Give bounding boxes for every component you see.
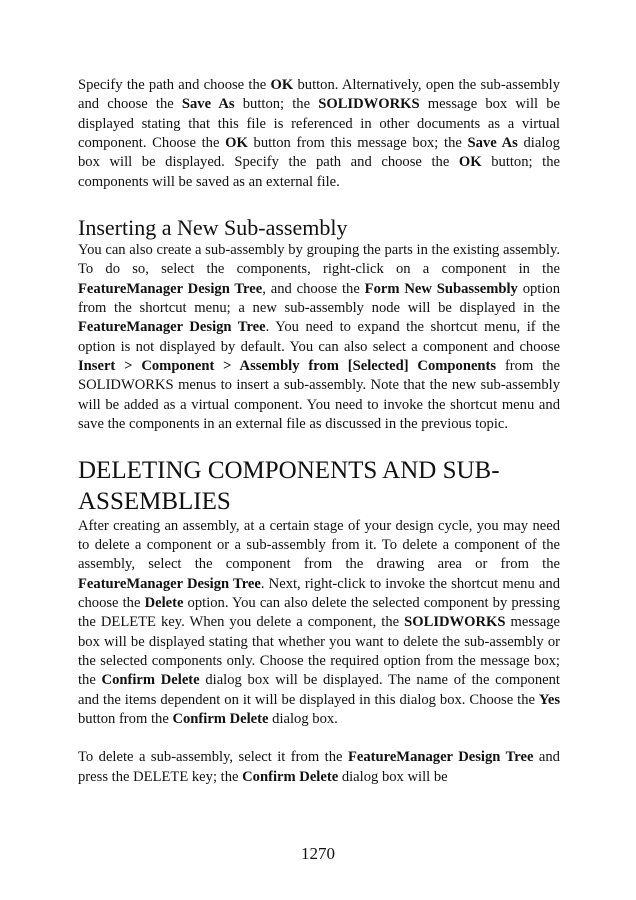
- bold-term: SOLIDWORKS: [318, 96, 420, 113]
- text-run: button; the: [234, 96, 319, 113]
- text-run: . Next, right-click to invoke the shortcut menu and choose the: [78, 575, 560, 611]
- paragraph-delete-sub-assembly: [78, 748, 560, 787]
- heading-inserting-new-sub-assembly: Inserting a New Sub-assembly: [78, 215, 348, 241]
- text-run: dialog box.: [268, 710, 338, 727]
- bold-term: FeatureManager Design Tree: [78, 575, 261, 592]
- bold-term: Confirm Delete: [242, 768, 339, 785]
- text-run: dialog box will be: [338, 768, 448, 785]
- paragraph-form-new-subassembly: [78, 241, 560, 434]
- bold-term: Confirm Delete: [172, 710, 269, 727]
- text-run: message box will be displayed stating that whether you want to delete the sub-assembly or the selected components only. Choose the required option from the message box; the: [78, 614, 560, 689]
- bold-term: FeatureManager Design Tree: [347, 749, 534, 766]
- text-run: from the SOLIDWORKS menus to insert a sub-assembly. Note that the new sub-assembly will be added as a virtual component. You need to invoke the shortcut menu and save the components in an external file as discussed in the previous topic.: [78, 358, 560, 433]
- bold-term: FeatureManager Design Tree: [78, 319, 266, 336]
- heading-deleting-components: DELETING COMPONENTS AND SUB-ASSEMBLIES: [78, 456, 500, 515]
- bold-term: Save As: [181, 96, 235, 113]
- bold-term: OK: [270, 77, 294, 93]
- bold-term: Form New Subassembly: [364, 280, 518, 297]
- page-number: 1270: [301, 844, 335, 863]
- text-run: and press the DELETE key; the: [78, 749, 560, 785]
- bold-term: OK: [458, 154, 482, 171]
- text-run: Specify the path and choose the: [78, 77, 271, 93]
- page-content: [78, 76, 560, 787]
- text-run: option. You can also delete the selected component by pressing the DELETE key. When you delete a component, the: [78, 594, 561, 631]
- text-run: dialog box will be displayed. The name of the component and the items dependent on it will be displayed in this dialog box. Choose the: [78, 672, 560, 708]
- bold-term: Insert > Component > Assembly from [Selected] Components: [78, 358, 497, 375]
- bold-term: Confirm Delete: [101, 672, 200, 689]
- text-run: . You need to expand the shortcut menu, if the option is not displayed by default. You can also select a component and choose: [78, 319, 560, 355]
- text-run: After creating an assembly, at a certain stage of your design cycle, you may need to delete a component or a sub-assembly from it. To delete a component of the assembly, select the component from the drawing area or from the: [78, 517, 560, 573]
- bold-term: SOLIDWORKS: [404, 614, 506, 631]
- paragraph-save-as-external: [78, 76, 560, 192]
- text-run: button from this message box; the: [247, 135, 468, 152]
- text-run: , and choose the: [262, 280, 365, 297]
- text-run: You can also create a sub-assembly by grouping the parts in the existing assembly. To do so, select the components, right-click on a component in the: [78, 242, 560, 278]
- bold-term: FeatureManager Design Tree: [78, 280, 263, 297]
- bold-term: OK: [225, 135, 248, 152]
- bold-term: Yes: [538, 691, 560, 708]
- text-run: message box will be displayed stating that this file is referenced in other documents as a virtual component. Choose the: [78, 96, 560, 152]
- paragraph-delete-component: [78, 517, 560, 730]
- text-run: button; the components will be saved as an external file.: [78, 154, 561, 190]
- text-run: option from the shortcut menu; a new sub-assembly node will be displayed in the: [78, 280, 560, 317]
- bold-term: Delete: [144, 594, 184, 611]
- text-run: button. Alternatively, open the sub-assembly and choose the: [78, 77, 560, 113]
- text-run: dialog box will be displayed. Specify the path and choose the: [78, 135, 560, 171]
- text-run: button from the: [78, 710, 173, 727]
- text-run: To delete a sub-assembly, select it from the: [78, 749, 348, 766]
- bold-term: Save As: [467, 135, 518, 152]
